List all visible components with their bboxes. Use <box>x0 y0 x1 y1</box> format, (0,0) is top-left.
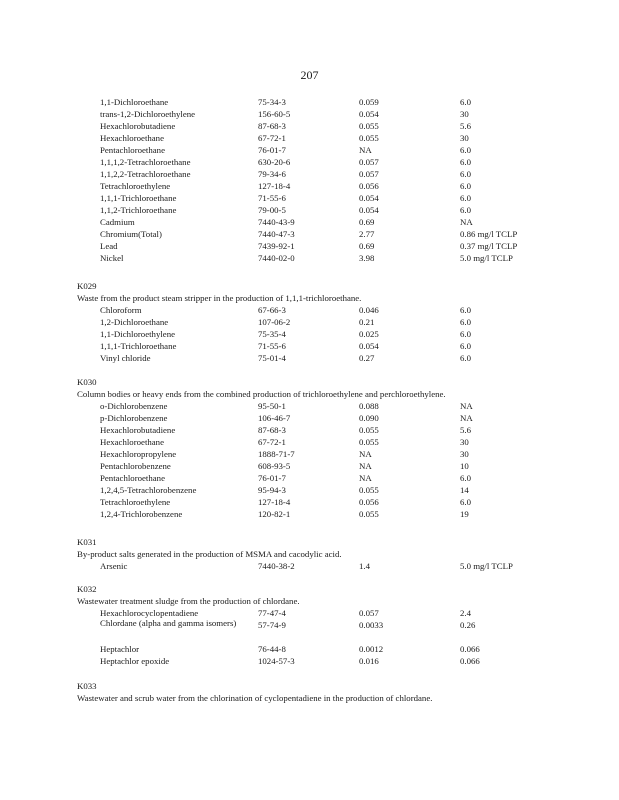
nonwastewater-standard: 6.0 <box>460 157 471 167</box>
constituent-name: Hexachloroethane <box>100 437 164 447</box>
constituent-name: 1,2,4,5-Tetrachlorobenzene <box>100 485 197 495</box>
wastewater-standard: 0.054 <box>359 205 379 215</box>
nonwastewater-standard: 6.0 <box>460 145 471 155</box>
wastewater-standard: 0.016 <box>359 656 379 666</box>
wastewater-standard: 0.055 <box>359 509 379 519</box>
nonwastewater-standard: 5.6 <box>460 121 471 131</box>
cas-number: 75-35-4 <box>258 329 286 339</box>
wastewater-standard: 0.057 <box>359 169 379 179</box>
cas-number: 7439-92-1 <box>258 241 295 251</box>
table-row <box>0 497 619 508</box>
table-row <box>0 413 619 424</box>
cas-number: 57-74-9 <box>258 620 286 630</box>
table-row <box>0 341 619 352</box>
cas-number: 67-72-1 <box>258 437 286 447</box>
wastewater-standard: NA <box>359 461 372 471</box>
constituent-name: Pentachloroethane <box>100 473 165 483</box>
cas-number: 75-01-4 <box>258 353 286 363</box>
cas-number: 76-01-7 <box>258 145 286 155</box>
nonwastewater-standard: 0.066 <box>460 656 480 666</box>
table-row <box>0 473 619 484</box>
nonwastewater-standard: 6.0 <box>460 193 471 203</box>
cas-number: 71-55-6 <box>258 193 286 203</box>
wastewater-standard: 3.98 <box>359 253 375 263</box>
constituent-name: Chromium(Total) <box>100 229 162 239</box>
cas-number: 76-01-7 <box>258 473 286 483</box>
wastewater-standard: 0.059 <box>359 97 379 107</box>
constituent-name: Pentachloroethane <box>100 145 165 155</box>
cas-number: 107-06-2 <box>258 317 291 327</box>
constituent-name: o-Dichlorobenzene <box>100 401 168 411</box>
cas-number: 1024-57-3 <box>258 656 295 666</box>
constituent-name: Cadmium <box>100 217 135 227</box>
cas-number: 75-34-3 <box>258 97 286 107</box>
nonwastewater-standard: 6.0 <box>460 305 471 315</box>
table-row <box>0 620 619 631</box>
nonwastewater-standard: 6.0 <box>460 317 471 327</box>
constituent-name: Hexachlorocyclopentadiene <box>100 608 199 618</box>
cas-number: 87-68-3 <box>258 121 286 131</box>
constituent-name: Lead <box>100 241 118 251</box>
cas-number: 76-44-8 <box>258 644 286 654</box>
cas-number: 79-34-6 <box>258 169 286 179</box>
wastewater-standard: 0.0012 <box>359 644 384 654</box>
nonwastewater-standard: 5.6 <box>460 425 471 435</box>
nonwastewater-standard: 30 <box>460 133 469 143</box>
wastewater-standard: 0.090 <box>359 413 379 423</box>
constituent-name: 1,2,4-Trichlorobenzene <box>100 509 183 519</box>
wastewater-standard: 0.046 <box>359 305 379 315</box>
nonwastewater-standard: 0.37 mg/l TCLP <box>460 241 518 251</box>
constituent-name: 1,1,1-Trichloroethane <box>100 193 177 203</box>
wastewater-standard: 0.056 <box>359 497 379 507</box>
waste-code: K030 <box>77 377 97 387</box>
table-row <box>0 644 619 655</box>
wastewater-standard: 0.055 <box>359 425 379 435</box>
page-number: 207 <box>300 68 319 82</box>
nonwastewater-standard: 30 <box>460 449 469 459</box>
constituent-name: Hexachloropropylene <box>100 449 177 459</box>
cas-number: 1888-71-7 <box>258 449 295 459</box>
wastewater-standard: 0.055 <box>359 121 379 131</box>
table-row <box>0 317 619 328</box>
constituent-name: 1,1,2-Trichloroethane <box>100 205 177 215</box>
waste-description: Wastewater and scrub water from the chlorination of cyclopentadiene in the production of chlordane. <box>77 693 433 703</box>
nonwastewater-standard: 6.0 <box>460 341 471 351</box>
table-row <box>0 145 619 156</box>
wastewater-standard: 0.69 <box>359 241 375 251</box>
nonwastewater-standard: 10 <box>460 461 469 471</box>
nonwastewater-standard: 6.0 <box>460 497 471 507</box>
cas-number: 77-47-4 <box>258 608 286 618</box>
table-row <box>0 193 619 204</box>
wastewater-standard: NA <box>359 145 372 155</box>
constituent-name: 1,1-Dichloroethylene <box>100 329 175 339</box>
nonwastewater-standard: 6.0 <box>460 473 471 483</box>
cas-number: 120-82-1 <box>258 509 291 519</box>
waste-description: Waste from the product steam stripper in the production of 1,1,1-trichloroethane. <box>77 293 362 303</box>
cas-number: 127-18-4 <box>258 181 291 191</box>
table-row <box>0 253 619 264</box>
cas-number: 67-66-3 <box>258 305 286 315</box>
constituent-name: 1,1-Dichloroethane <box>100 97 169 107</box>
table-row <box>0 437 619 448</box>
nonwastewater-standard: 30 <box>460 109 469 119</box>
nonwastewater-standard: 5.0 mg/l TCLP <box>460 561 513 571</box>
table-row <box>0 121 619 132</box>
table-row <box>0 353 619 364</box>
nonwastewater-standard: 6.0 <box>460 181 471 191</box>
wastewater-standard: 0.054 <box>359 193 379 203</box>
wastewater-standard: 0.057 <box>359 608 379 618</box>
table-row <box>0 157 619 168</box>
constituent-name: Hexachloroethane <box>100 133 164 143</box>
cas-number: 127-18-4 <box>258 497 291 507</box>
cas-number: 7440-43-9 <box>258 217 295 227</box>
constituent-name: Tetrachloroethylene <box>100 497 171 507</box>
table-row <box>0 133 619 144</box>
cas-number: 156-60-5 <box>258 109 291 119</box>
constituent-name: 1,1,1,2-Tetrachloroethane <box>100 157 191 167</box>
waste-description: Column bodies or heavy ends from the combined production of trichloroethylene and perchloroethylene. <box>77 389 446 399</box>
constituent-name: 1,2-Dichloroethane <box>100 317 169 327</box>
wastewater-standard: 0.054 <box>359 109 379 119</box>
constituent-name: Hexachlorobutadiene <box>100 425 176 435</box>
wastewater-standard: 0.025 <box>359 329 379 339</box>
constituent-name: Nickel <box>100 253 124 263</box>
table-row <box>0 169 619 180</box>
table-row <box>0 485 619 496</box>
cas-number: 71-55-6 <box>258 341 286 351</box>
constituent-name: Arsenic <box>100 561 128 571</box>
wastewater-standard: NA <box>359 449 372 459</box>
constituent-name: Vinyl chloride <box>100 353 151 363</box>
cas-number: 106-46-7 <box>258 413 291 423</box>
wastewater-standard: 0.056 <box>359 181 379 191</box>
nonwastewater-standard: 6.0 <box>460 329 471 339</box>
table-row <box>0 509 619 520</box>
wastewater-standard: 1.4 <box>359 561 370 571</box>
table-row <box>0 461 619 472</box>
table-row <box>0 401 619 412</box>
table-row <box>0 181 619 192</box>
cas-number: 7440-38-2 <box>258 561 295 571</box>
cas-number: 7440-02-0 <box>258 253 295 263</box>
waste-description: Wastewater treatment sludge from the production of chlordane. <box>77 596 300 606</box>
constituent-name: Heptachlor <box>100 644 140 654</box>
wastewater-standard: 2.77 <box>359 229 375 239</box>
cas-number: 67-72-1 <box>258 133 286 143</box>
table-row <box>0 241 619 252</box>
wastewater-standard: 0.088 <box>359 401 379 411</box>
wastewater-standard: 0.69 <box>359 217 375 227</box>
cas-number: 608-93-5 <box>258 461 291 471</box>
nonwastewater-standard: 19 <box>460 509 469 519</box>
cas-number: 95-50-1 <box>258 401 286 411</box>
nonwastewater-standard: NA <box>460 413 473 423</box>
table-row <box>0 329 619 340</box>
table-row <box>0 561 619 572</box>
nonwastewater-standard: 0.066 <box>460 644 480 654</box>
constituent-name: Heptachlor epoxide <box>100 656 170 666</box>
waste-code: K029 <box>77 281 97 291</box>
table-row <box>0 608 619 619</box>
table-row <box>0 217 619 228</box>
cas-number: 7440-47-3 <box>258 229 295 239</box>
constituent-name: Hexachlorobutadiene <box>100 121 176 131</box>
wastewater-standard: 0.0033 <box>359 620 384 630</box>
nonwastewater-standard: 6.0 <box>460 205 471 215</box>
nonwastewater-standard: 6.0 <box>460 169 471 179</box>
constituent-name: trans-1,2-Dichloroethylene <box>100 109 196 119</box>
constituent-name: p-Dichlorobenzene <box>100 413 168 423</box>
nonwastewater-standard: 0.26 <box>460 620 476 630</box>
constituent-name: 1,1,1-Trichloroethane <box>100 341 177 351</box>
table-row <box>0 656 619 667</box>
table-row <box>0 229 619 240</box>
waste-description: By-product salts generated in the production of MSMA and cacodylic acid. <box>77 549 342 559</box>
wastewater-standard: 0.055 <box>359 485 379 495</box>
wastewater-standard: NA <box>359 473 372 483</box>
cas-number: 79-00-5 <box>258 205 286 215</box>
constituent-name: Chlordane (alpha and gamma isomers) <box>100 618 237 628</box>
wastewater-standard: 0.057 <box>359 157 379 167</box>
nonwastewater-standard: NA <box>460 401 473 411</box>
waste-code: K031 <box>77 537 97 547</box>
wastewater-standard: 0.054 <box>359 341 379 351</box>
table-row <box>0 425 619 436</box>
table-row <box>0 109 619 120</box>
wastewater-standard: 0.055 <box>359 437 379 447</box>
nonwastewater-standard: NA <box>460 217 473 227</box>
table-row <box>0 305 619 316</box>
table-row <box>0 205 619 216</box>
wastewater-standard: 0.21 <box>359 317 375 327</box>
nonwastewater-standard: 6.0 <box>460 97 471 107</box>
nonwastewater-standard: 5.0 mg/l TCLP <box>460 253 513 263</box>
table-row <box>0 97 619 108</box>
waste-code: K033 <box>77 681 97 691</box>
constituent-name: 1,1,2,2-Tetrachloroethane <box>100 169 191 179</box>
nonwastewater-standard: 0.86 mg/l TCLP <box>460 229 518 239</box>
constituent-name: Pentachlorobenzene <box>100 461 171 471</box>
constituent-name: Tetrachloroethylene <box>100 181 171 191</box>
wastewater-standard: 0.055 <box>359 133 379 143</box>
cas-number: 630-20-6 <box>258 157 291 167</box>
nonwastewater-standard: 2.4 <box>460 608 471 618</box>
wastewater-standard: 0.27 <box>359 353 375 363</box>
nonwastewater-standard: 6.0 <box>460 353 471 363</box>
constituent-name: Chloroform <box>100 305 142 315</box>
cas-number: 95-94-3 <box>258 485 286 495</box>
table-row <box>0 449 619 460</box>
cas-number: 87-68-3 <box>258 425 286 435</box>
nonwastewater-standard: 14 <box>460 485 469 495</box>
nonwastewater-standard: 30 <box>460 437 469 447</box>
waste-code: K032 <box>77 584 97 594</box>
